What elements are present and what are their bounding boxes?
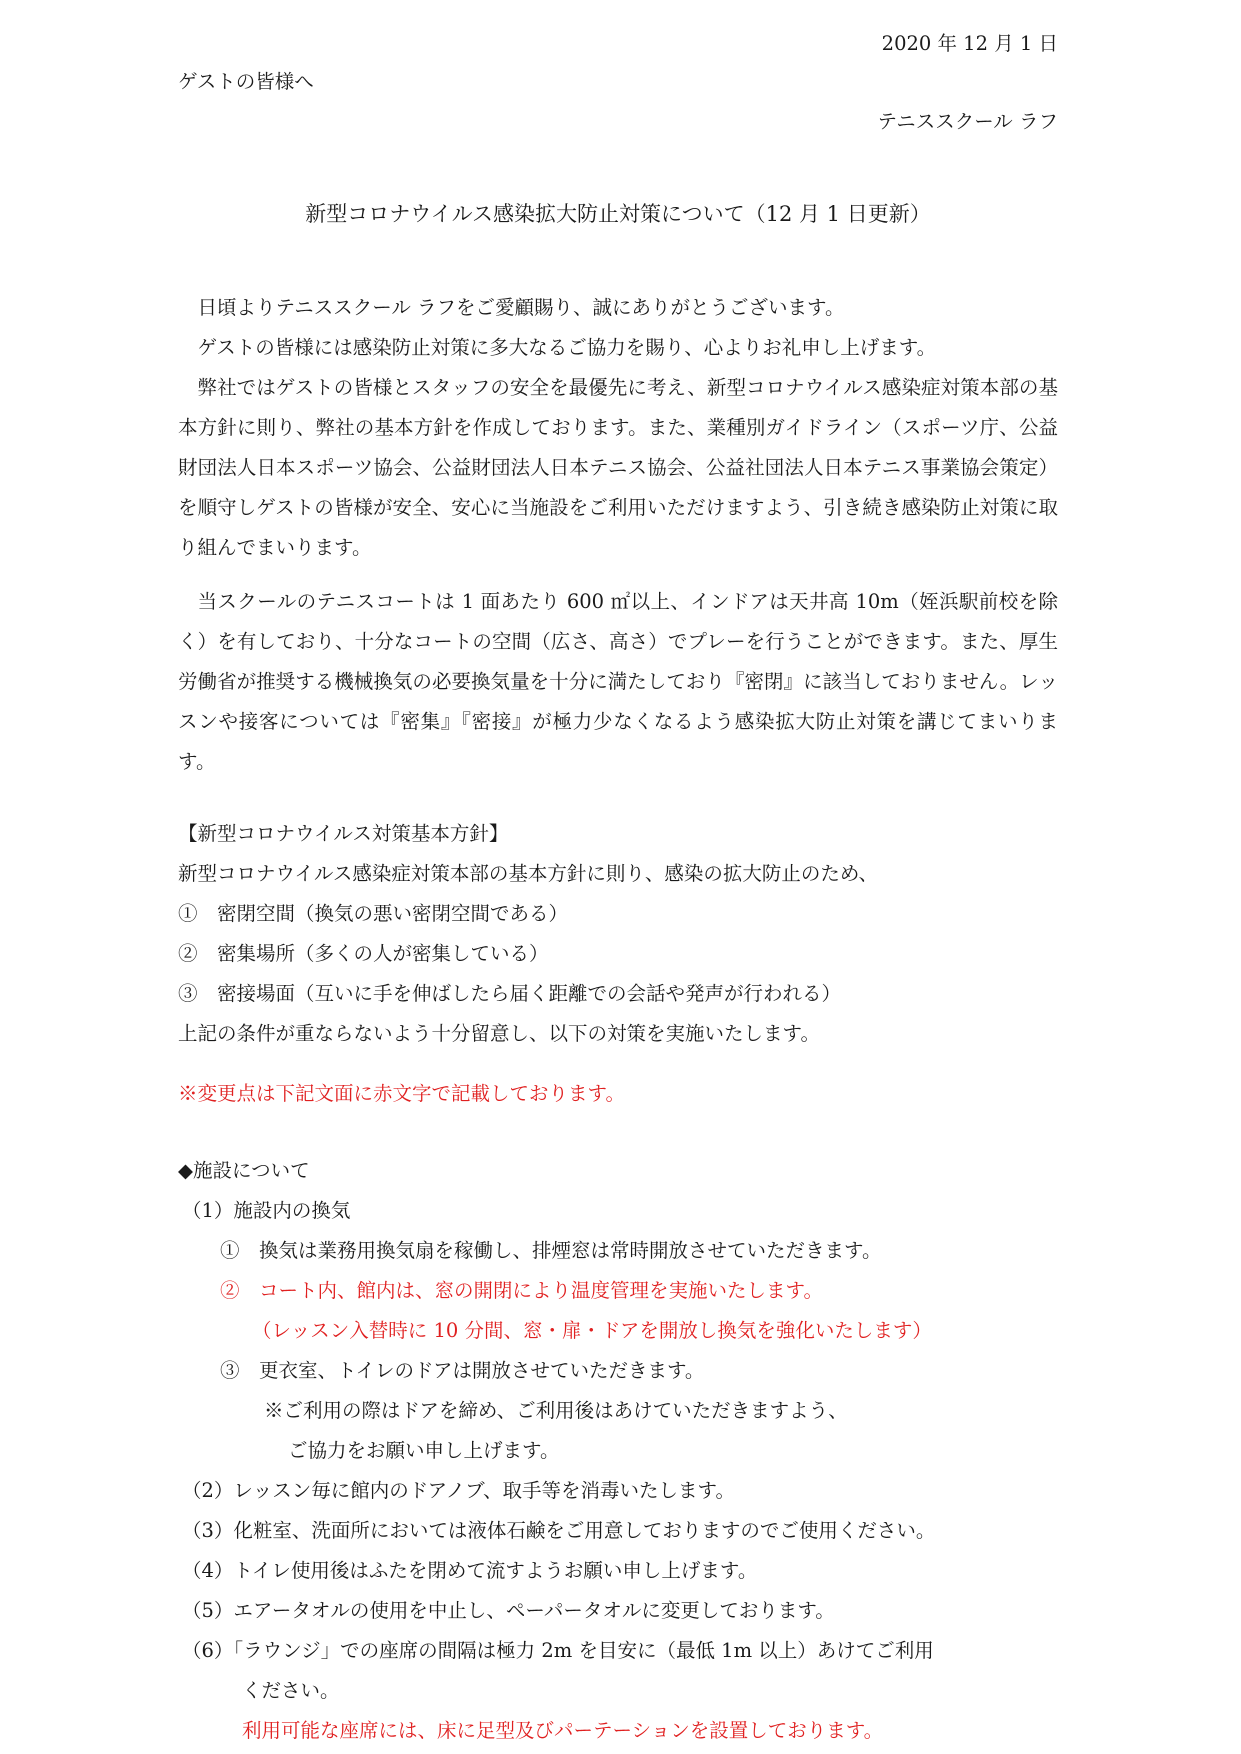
court-section — [178, 582, 1058, 782]
facility-item-3: （3）化粧室、洗面所においては液体石鹸をご用意しておりますのでご使用ください。 — [182, 1519, 936, 1542]
sender: テニススクール ラフ — [877, 110, 1058, 133]
policy-item: ② 密集場所（多くの人が密集している） — [178, 942, 549, 965]
change-notice: ※変更点は下記文面に赤文字で記載しております。 — [178, 1082, 625, 1105]
facility-heading: ◆施設について — [178, 1159, 310, 1182]
court-paragraph: 当スクールのテニスコートは 1 面あたり 600 ㎡以上、インドアは天井高 10m（姪浜駅前校を除く）を有しており、十分なコートの空間（広さ、高さ）でプレーを行うことができます。また、厚生労働省が推奨する機械換気の必要換気量を十分に満たしており『密閉』に該当しておりません。レッスンや接客については『密集』『密接』が極力少なくなるよう感染拡大防止対策を講じてまいります。 — [178, 590, 1058, 773]
facility-item-5: （5）エアータオルの使用を中止し、ペーパータオルに変更しております。 — [182, 1599, 835, 1622]
facility-subitem: ① 換気は業務用換気扇を稼働し、排煙窓は常時開放させていただきます。 — [220, 1239, 882, 1262]
intro-section — [178, 288, 1058, 568]
policy-item: ① 密閉空間（換気の悪い密閉空間である） — [178, 902, 569, 925]
facility-subitem-changed: ② コート内、館内は、窓の開閉により温度管理を実施いたします。 — [220, 1279, 823, 1302]
policy-section — [178, 814, 1058, 1054]
facility-item-6-note-changed: 利用可能な座席には、床に足型及びパーテーションを設置しております。 — [242, 1719, 884, 1742]
intro-line-3: 弊社ではゲストの皆様とスタッフの安全を最優先に考え、新型コロナウイルス感染症対策本部の基本方針に則り、弊社の基本方針を作成しております。また、業種別ガイドライン（スポーツ庁、公益財団法人日本スポーツ協会、公益財団法人日本テニス協会、公益社団法人日本テニス事業協会策定）を順守しゲストの皆様が安全、安心に当施設をご利用いただけますよう、引き続き感染防止対策に取り組んでまいります。 — [178, 376, 1058, 559]
facility-item-2: （2）レッスン毎に館内のドアノブ、取手等を消毒いたします。 — [182, 1479, 735, 1502]
facility-item-6: （6）「ラウンジ」での座席の間隔は極力 2m を目安に（最低 1m 以上）あけてご利用 — [182, 1639, 934, 1662]
policy-closing: 上記の条件が重ならないよう十分留意し、以下の対策を実施いたします。 — [178, 1022, 820, 1045]
facility-subitem-note: ※ご利用の際はドアを締め、ご利用後はあけていただきますよう、 — [264, 1399, 848, 1422]
document-date: 2020 年 12 月 1 日 — [881, 32, 1058, 55]
addressee: ゲストの皆様へ — [178, 70, 314, 93]
facility-subitem-note: ご協力をお願い申し上げます。 — [288, 1439, 560, 1462]
policy-item: ③ 密接場面（互いに手を伸ばしたら届く距離での会話や発声が行われる） — [178, 982, 842, 1005]
facility-subitem: ③ 更衣室、トイレのドアは開放させていただきます。 — [220, 1359, 705, 1382]
facility-item-4: （4）トイレ使用後はふたを閉めて流すようお願い申し上げます。 — [182, 1559, 758, 1582]
facility-subitem-note-changed: （レッスン入替時に 10 分間、窓・扉・ドアを開放し換気を強化いたします） — [252, 1319, 932, 1342]
document-title: 新型コロナウイルス感染拡大防止対策について（12 月 1 日更新） — [305, 202, 931, 226]
facility-item-1: （1）施設内の換気 — [182, 1199, 351, 1222]
intro-line-2: ゲストの皆様には感染防止対策に多大なるご協力を賜り、心よりお礼申し上げます。 — [197, 336, 937, 359]
facility-item-6-cont: ください。 — [242, 1679, 340, 1702]
policy-lead: 新型コロナウイルス感染症対策本部の基本方針に則り、感染の拡大防止のため、 — [178, 862, 879, 885]
intro-line-1: 日頃よりテニススクール ラフをご愛顧賜り、誠にありがとうございます。 — [197, 296, 845, 319]
policy-heading: 【新型コロナウイルス対策基本方針】 — [178, 822, 509, 845]
facility-section — [178, 1151, 1058, 1751]
